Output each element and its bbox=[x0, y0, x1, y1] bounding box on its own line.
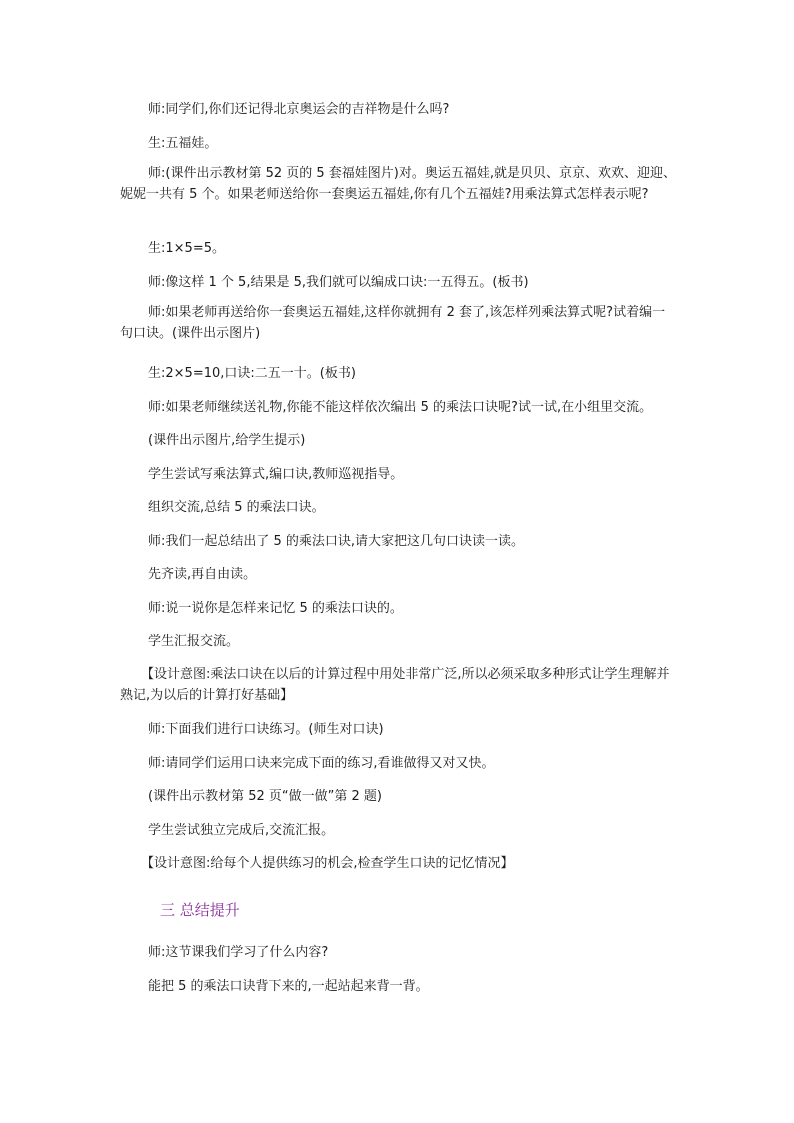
design-intent-note-2: 【设计意图:给每个人提供练习的机会,检查学生口诀的记忆情况】 bbox=[141, 856, 514, 871]
paragraph-8: 师:如果老师继续送礼物,你能不能这样依次编出 5 的乘法口诀呢?试一试,在小组里交流。 bbox=[148, 400, 653, 415]
paragraph-19: (课件出示教材第 52 页“做一做”第 2 题) bbox=[148, 789, 382, 804]
paragraph-5: 师:像这样 1 个 5,结果是 5,我们就可以编成口诀:一五得五。(板书) bbox=[148, 275, 529, 290]
paragraph-14: 师:说一说你是怎样来记忆 5 的乘法口诀的。 bbox=[148, 601, 403, 616]
paragraph-9: (课件出示图片,给学生提示) bbox=[148, 433, 306, 448]
paragraph-15: 学生汇报交流。 bbox=[148, 634, 240, 649]
closing-paragraph-1: 师:这节课我们学习了什么内容? bbox=[148, 945, 329, 960]
paragraph-18: 师:请同学们运用口诀来完成下面的练习,看谁做得又对又快。 bbox=[148, 756, 495, 771]
paragraph-10: 学生尝试写乘法算式,编口诀,教师巡视指导。 bbox=[148, 467, 404, 482]
section-heading: 三 总结提升 bbox=[160, 901, 240, 919]
paragraph-4: 生:1×5=5。 bbox=[148, 241, 225, 256]
paragraph-12: 师:我们一起总结出了 5 的乘法口诀,请大家把这几句口诀读一读。 bbox=[148, 534, 525, 549]
paragraph-13: 先齐读,再自由读。 bbox=[148, 567, 257, 582]
design-intent-note-1: 【设计意图:乘法口诀在以后的计算过程中用处非常广泛,所以必须采取多种形式让学生理解并熟记,为以后的计算打好基础】 bbox=[120, 667, 670, 703]
paragraph-2: 生:五福娃。 bbox=[148, 136, 218, 151]
paragraph-20: 学生尝试独立完成后,交流汇报。 bbox=[148, 823, 335, 838]
paragraph-17: 师:下面我们进行口诀练习。(师生对口诀) bbox=[148, 722, 384, 737]
closing-paragraph-2: 能把 5 的乘法口诀背下来的,一起站起来背一背。 bbox=[148, 979, 429, 994]
paragraph-3: 师:(课件出示教材第 52 页的 5 套福娃图片)对。奥运五福娃,就是贝贝、京京、欢欢、迎迎、妮妮一共有 5 个。如果老师送给你一套奥运五福娃,你有几个五福娃?用乘法算式怎样表示呢? bbox=[120, 166, 676, 202]
paragraph-11: 组织交流,总结 5 的乘法口诀。 bbox=[148, 500, 325, 515]
paragraph-1: 师:同学们,你们还记得北京奥运会的吉祥物是什么吗? bbox=[148, 102, 450, 117]
paragraph-6: 师:如果老师再送给你一套奥运五福娃,这样你就拥有 2 套了,该怎样列乘法算式呢?试着编一句口诀。(课件出示图片) bbox=[120, 305, 666, 341]
paragraph-7: 生:2×5=10,口诀:二五一十。(板书) bbox=[148, 366, 356, 381]
